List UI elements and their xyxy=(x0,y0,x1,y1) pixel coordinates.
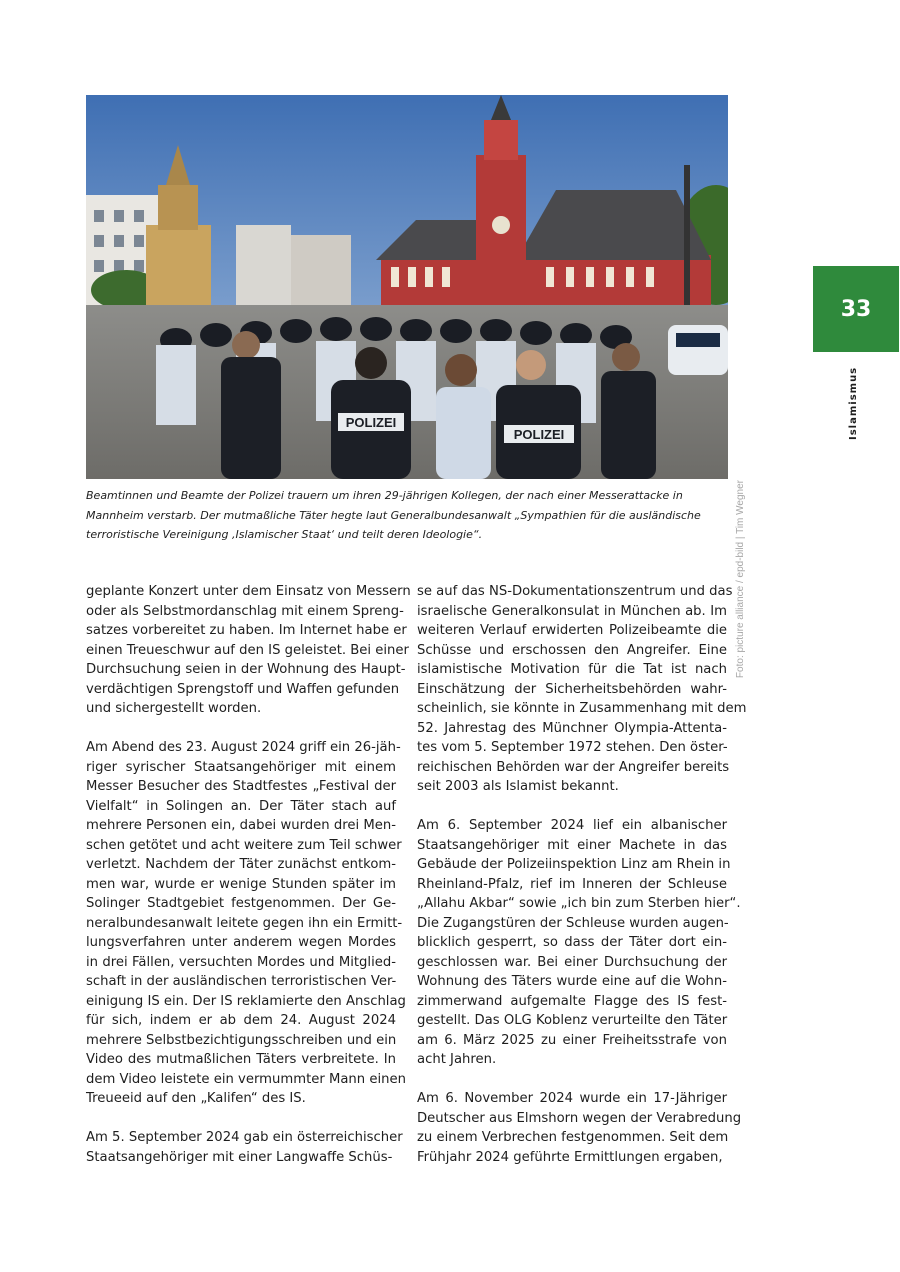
paragraph xyxy=(417,1089,742,1167)
text-line: Schüsse und erschossen den Angreifer. Eine xyxy=(417,642,727,658)
text-line: für sich, indem er ab dem 24. August 2024 xyxy=(86,1013,396,1028)
caption-line: Beamtinnen und Beamte der Polizei trauern um ihren 29-jährigen Kollegen, der nach einer Messerattacke in xyxy=(86,489,683,502)
text-line: verdächtigen Sprengstoff und Waffen gefunden xyxy=(86,681,400,697)
text-line: neralbundesanwalt leitete gegen ihn ein Ermitt- xyxy=(86,915,403,931)
page-number-tab xyxy=(813,266,899,352)
text-line: Video des mutmaßlichen Täters verbreitete. In xyxy=(86,1052,396,1067)
text-line: Staatsangehöriger mit einer Langwaffe Schüs- xyxy=(86,1149,393,1165)
text-line: weiteren Verlauf erwiderten Polizeibeamte die xyxy=(417,623,727,638)
text-line: gestellt. Das OLG Koblenz verurteilte den Täter xyxy=(417,1013,728,1028)
text-line: mehrere Selbstbezichtigungsschreiben und ein xyxy=(86,1032,397,1048)
text-line: einigung IS ein. Der IS reklamierte den Anschlag xyxy=(86,993,406,1009)
text-line: se auf das NS-Dokumentationszentrum und das xyxy=(417,584,733,599)
text-line: scheinlich, sie könnte in Zusammenhang mit dem xyxy=(417,701,747,716)
text-line: Am 6. September 2024 lief ein albanischer xyxy=(417,818,727,833)
text-line: Am Abend des 23. August 2024 griff ein 26-jäh- xyxy=(86,740,401,755)
text-line: Rheinland-Pfalz, rief im Inneren der Schleuse xyxy=(417,876,727,892)
caption-line: terroristische Vereinigung ‚Islamischer Staat‘ und teilt deren Ideologie“. xyxy=(86,528,483,541)
text-line: 52. Jahrestag des Münchner Olympia-Attenta- xyxy=(417,720,727,736)
text-line: seit 2003 als Islamist bekannt. xyxy=(417,779,619,794)
text-line: einen Treueschwur auf den IS geleistet. Bei einer xyxy=(86,642,409,658)
svg-text:POLIZEI: POLIZEI xyxy=(513,427,565,442)
svg-text:POLIZEI: POLIZEI xyxy=(345,415,397,430)
text-line: zimmerwand aufgemalte Flagge des IS fest- xyxy=(417,993,727,1009)
text-line: „Allahu Akbar“ sowie „ich bin zum Sterben hier“. xyxy=(417,896,741,911)
text-column-right xyxy=(417,582,747,1187)
text-line: mehrere Personen ein, dabei wurden drei Men- xyxy=(86,818,396,833)
text-line: Solinger Stadtgebiet festgenommen. Der Ge- xyxy=(86,896,396,911)
text-line: Treueeid auf den „Kalifen“ des IS. xyxy=(86,1091,306,1106)
photo-caption xyxy=(86,486,726,545)
text-line: Durchsuchung seien in der Wohnung des Haupt- xyxy=(86,662,406,677)
text-line: Am 6. November 2024 wurde ein 17-Jähriger xyxy=(417,1091,727,1106)
text-line: und sichergestellt worden. xyxy=(86,701,262,716)
text-line: dem Video leistete ein vermummter Mann einen xyxy=(86,1071,406,1087)
text-line: Vielfalt“ in Solingen an. Der Täter stach auf xyxy=(86,798,396,814)
page-number: 33 xyxy=(840,296,872,322)
text-line: islamistische Motivation für die Tat ist nach xyxy=(417,662,727,677)
text-line: israelische Generalkonsulat in München ab. Im xyxy=(417,603,727,619)
text-line: zu einem Verbrechen festgenommen. Seit dem xyxy=(417,1130,729,1145)
text-line: Am 5. September 2024 gab ein österreichischer xyxy=(86,1130,403,1145)
text-line: blicklich gesperrt, so dass der Täter dort ein- xyxy=(417,935,727,950)
text-line: satzes vorbereitet zu haben. Im Internet habe er xyxy=(86,623,407,638)
text-line: lungsverfahren unter anderem wegen Mordes xyxy=(86,935,396,950)
paragraph xyxy=(417,582,747,797)
photo-illustration xyxy=(86,95,728,479)
paragraph xyxy=(417,816,741,1070)
text-line: riger syrischer Staatsangehöriger mit einem xyxy=(86,759,396,775)
caption-line: Mannheim verstarb. Der mutmaßliche Täter hegte laut Generalbundesanwalt „Sympathien für die ausländische xyxy=(86,508,701,522)
text-line: Messer Besucher des Stadtfestes „Festival der xyxy=(86,779,396,794)
text-line: Frühjahr 2024 geführte Ermittlungen ergaben, xyxy=(417,1149,723,1165)
paragraph xyxy=(86,1128,403,1167)
text-line: schen getötet und acht weitere zum Teil schwer xyxy=(86,837,402,853)
text-line: verletzt. Nachdem der Täter zunächst entkom- xyxy=(86,857,396,872)
text-line: tes vom 5. September 1972 stehen. Den öster- xyxy=(417,740,728,755)
text-line: oder als Selbstmordanschlag mit einem Spreng- xyxy=(86,603,404,619)
text-line: am 6. März 2025 zu einer Freiheitsstrafe von xyxy=(417,1032,727,1048)
text-line: Deutscher aus Elmshorn wegen der Verabredung xyxy=(417,1110,742,1126)
text-line: Gebäude der Polizeiinspektion Linz am Rhein in xyxy=(417,857,731,872)
paragraph xyxy=(86,738,406,1109)
text-line: Wohnung des Täters wurde eine auf die Wohn- xyxy=(417,974,727,989)
paragraph xyxy=(86,582,411,719)
text-line: Die Zugangstüren der Schleuse wurden augen- xyxy=(417,915,729,931)
photo-credit: Foto: picture alliance / epd-bild | Tim Wegner xyxy=(735,480,746,679)
text-column-left xyxy=(86,582,411,1187)
text-line: in drei Fällen, versuchten Mordes und Mitglied- xyxy=(86,954,396,970)
text-line: reichischen Behörden war der Angreifer bereits xyxy=(417,759,730,775)
text-line: men war, wurde er wenige Stunden später im xyxy=(86,876,396,892)
news-photo xyxy=(86,95,728,479)
text-line: acht Jahren. xyxy=(417,1052,497,1067)
text-line: geschlossen war. Bei einer Durchsuchung der xyxy=(417,954,727,970)
text-line: geplante Konzert unter dem Einsatz von Messern xyxy=(86,584,411,599)
text-line: Staatsangehöriger mit einer Machete in das xyxy=(417,837,727,853)
text-line: schaft in der ausländischen terroristischen Ver- xyxy=(86,974,397,989)
section-label: Islamismus xyxy=(848,366,859,440)
text-line: Einschätzung der Sicherheitsbehörden wahr- xyxy=(417,681,727,697)
